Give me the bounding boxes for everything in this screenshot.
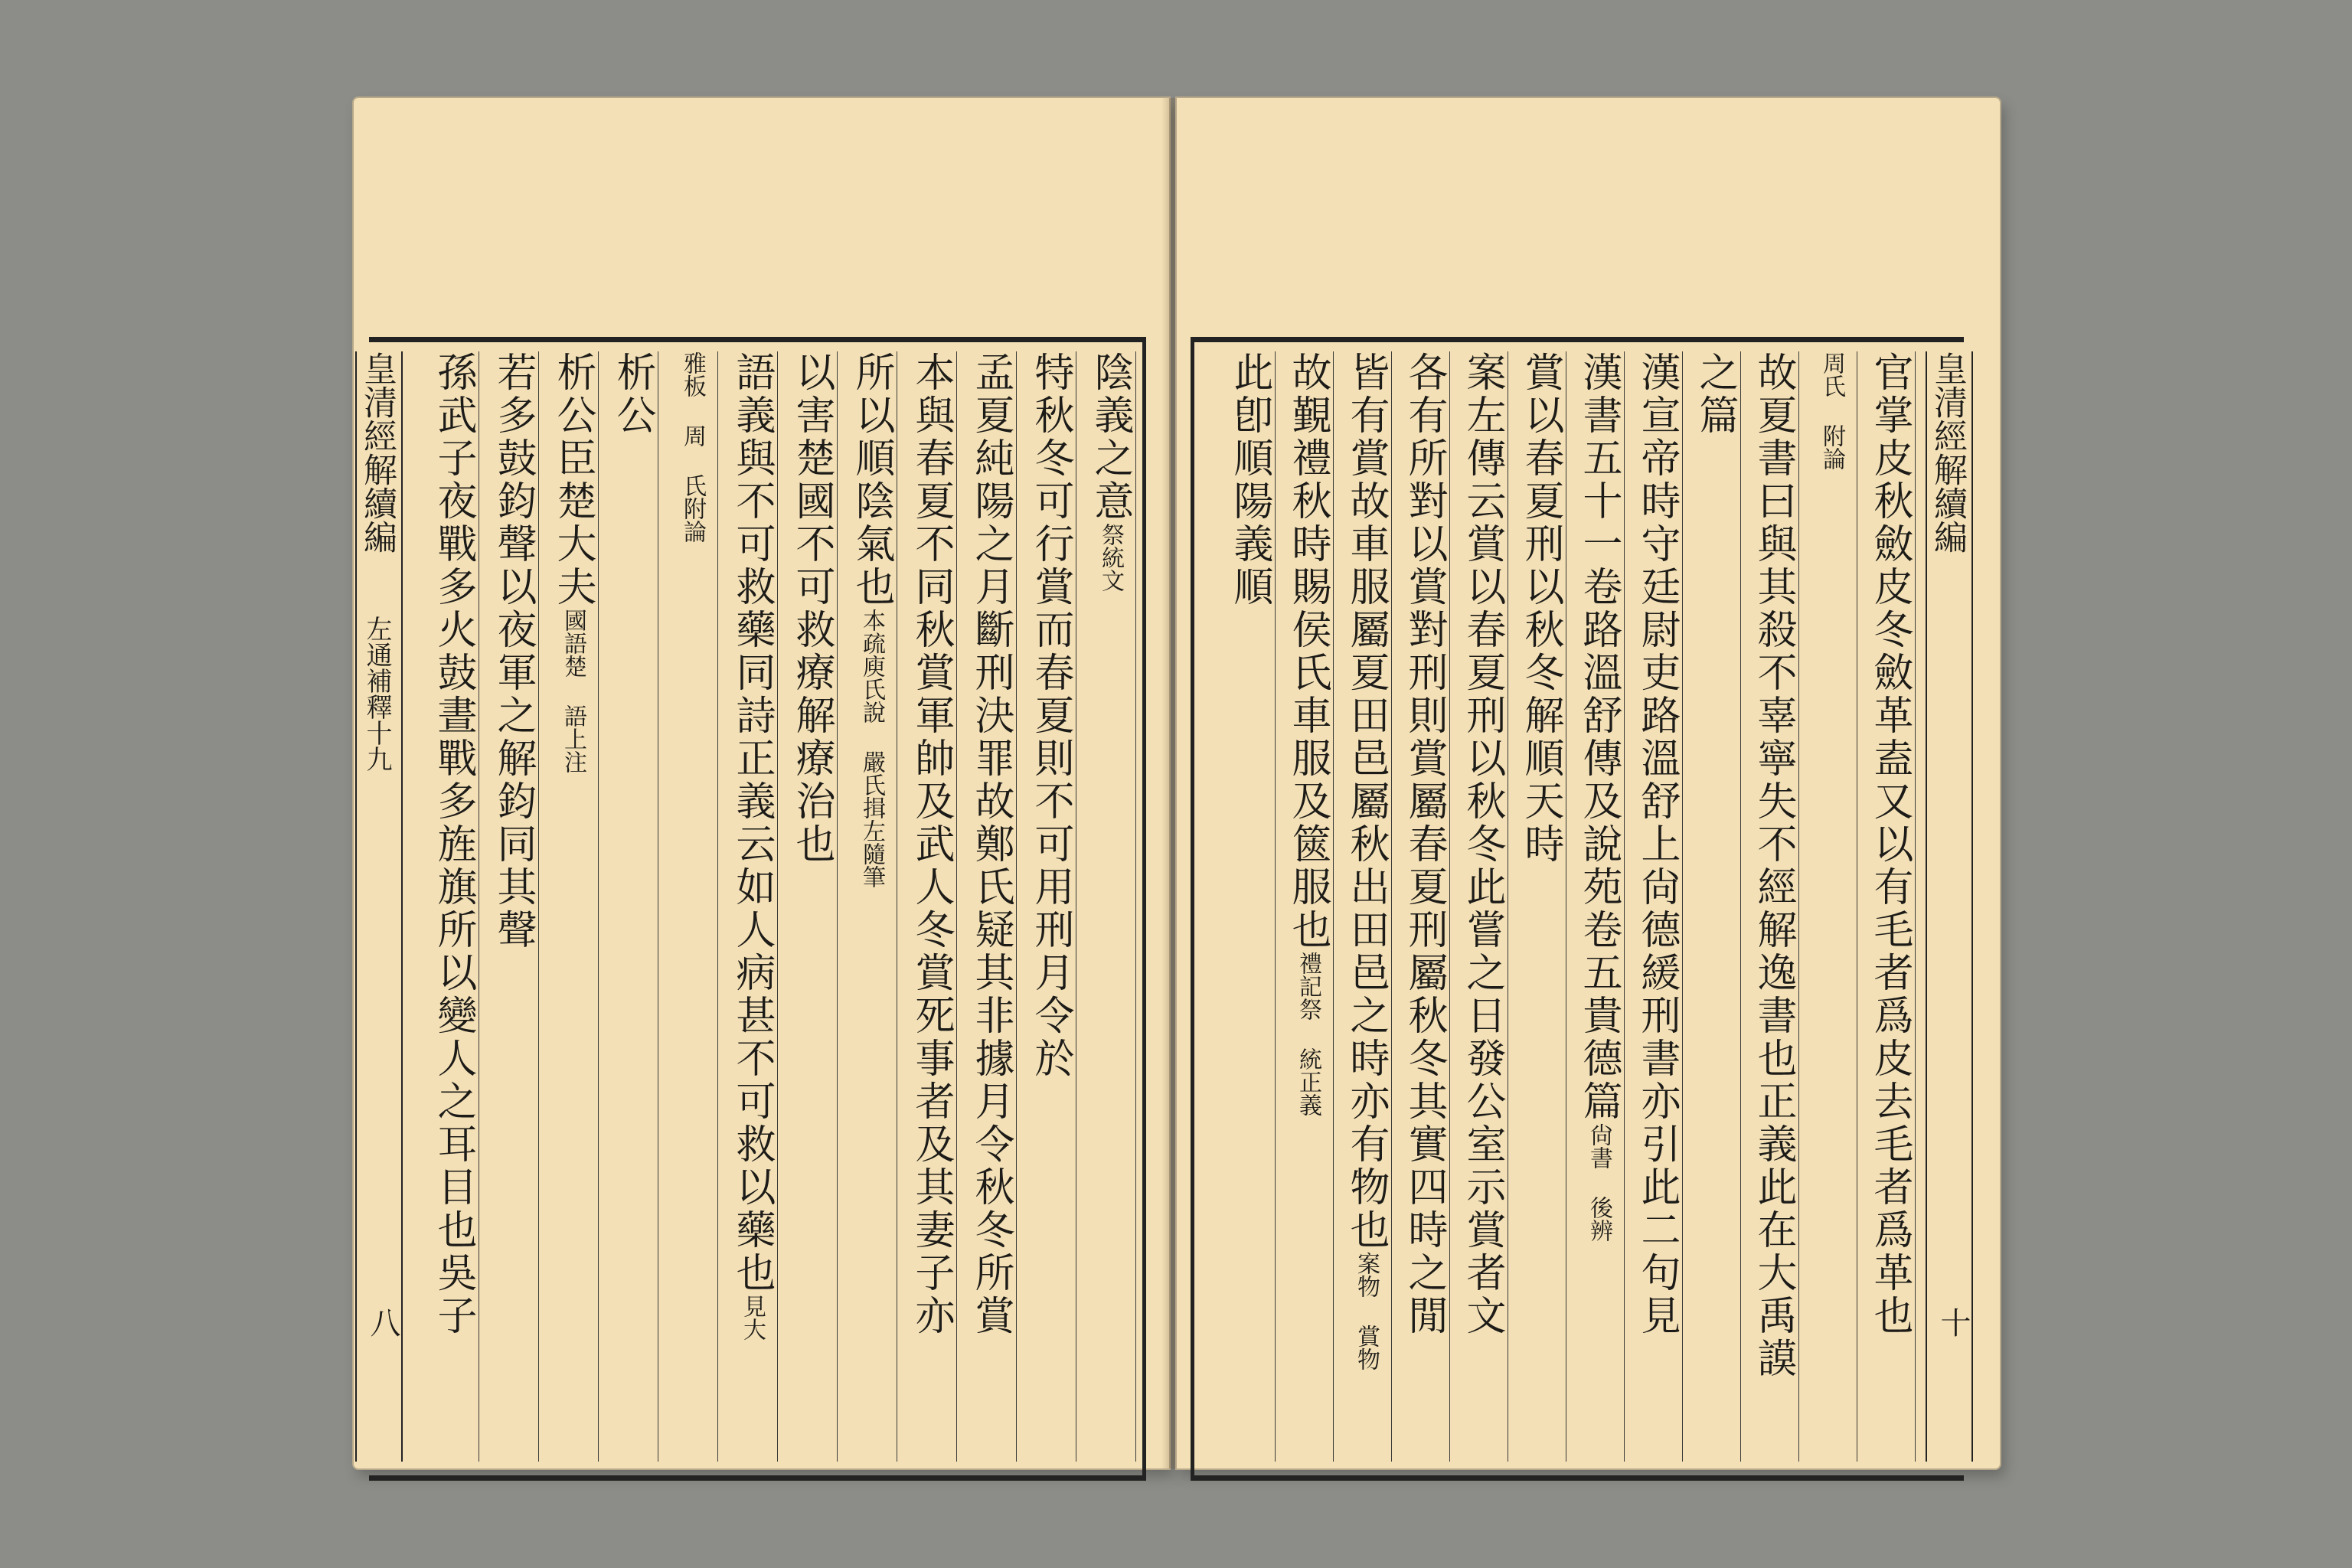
column-text: 皆有賞故車服屬夏田邑屬秋出田邑之時亦有物也 [1343, 351, 1389, 1252]
right-page-text-column [1806, 351, 1857, 1462]
right-page-text-column [1399, 351, 1450, 1462]
right-page-text-column [1515, 351, 1566, 1462]
column-text: 析公 [609, 351, 655, 437]
right-center-column [1926, 351, 1973, 1462]
right-page-text-column [1573, 351, 1625, 1462]
column-text: 孟夏純陽之月斷刑決罪故鄭氏疑其非據月令秋冬所賞 [968, 351, 1014, 1338]
column-text: 之篇 [1692, 351, 1738, 437]
left-center-title: 皇清經解續編 [358, 351, 397, 554]
column-text: 各有所對以賞對刑則賞屬春夏刑屬秋冬其實四時之閒 [1401, 351, 1447, 1338]
left-page-text-column [547, 351, 599, 1462]
column-annotation: 案物 賞物 [1353, 1252, 1380, 1370]
left-page-text-column [906, 351, 957, 1462]
open-book [354, 98, 2000, 1468]
column-annotation: 本疏庾氏說 嚴氏揖左隨筆 [858, 609, 885, 888]
column-text: 此卽順陽義順 [1227, 351, 1272, 609]
left-page-text-column [1025, 351, 1076, 1462]
right-page-text-column [1457, 351, 1508, 1462]
column-annotation: 祭統文 [1097, 523, 1124, 592]
left-page-text-column [846, 351, 897, 1462]
right-center-title: 皇清經解續編 [1928, 351, 1967, 554]
column-annotation: 周氏 附論 [1818, 351, 1845, 470]
left-page-text-column [727, 351, 778, 1462]
column-annotation: 禮記祭 統正義 [1295, 952, 1321, 1116]
left-page-text-column [965, 351, 1017, 1462]
left-folio: 八 [365, 1307, 400, 1338]
column-annotation: 雅板 周 氏附論 [679, 351, 706, 543]
left-page-text-column [428, 351, 479, 1462]
left-page-text-column [607, 351, 658, 1462]
column-annotation: 國語楚 語上注 [560, 609, 586, 773]
column-text: 官掌皮秋斂皮冬斂革盍又以有毛者爲皮去毛者爲革也 [1867, 351, 1913, 1338]
left-page-text-column [488, 351, 539, 1462]
left-page [354, 98, 1169, 1468]
left-page-text-column [667, 351, 718, 1462]
column-text: 案左傳云賞以春夏刑以秋冬此嘗之日發公室示賞者文 [1459, 351, 1505, 1338]
left-page-text-column [786, 351, 838, 1462]
left-center-subtitle: 左通補釋十九 [361, 616, 392, 772]
column-annotation: 見大 [739, 1295, 766, 1341]
column-text: 以害楚國不可救療解療治也 [789, 351, 835, 866]
right-page-text-column [1690, 351, 1741, 1462]
column-annotation: 尙書 後辨 [1586, 1123, 1612, 1242]
column-text: 孫武子夜戰多火鼓晝戰多旌旗所以變人之耳目也吳子 [430, 351, 476, 1338]
column-text: 若多鼓鈞聲以夜軍之解鈞同其聲 [490, 351, 536, 952]
column-text: 賞以春夏刑以秋冬解順天時 [1517, 351, 1563, 866]
column-text: 所以順陰氣也 [848, 351, 894, 609]
column-text: 漢宣帝時守廷尉吏路溫舒上尙德緩刑書亦引此二句見 [1634, 351, 1680, 1338]
column-text: 故夏書曰與其殺不辜寧失不經解逸書也正義此在大禹謨 [1750, 351, 1796, 1380]
right-page-text-column [1224, 351, 1276, 1462]
column-text: 語義與不可救藥同詩正義云如人病甚不可救以藥也 [729, 351, 775, 1295]
left-page-text-column [1085, 351, 1136, 1462]
column-text: 本與春夏不同秋賞軍帥及武人冬賞死事者及其妻子亦 [908, 351, 954, 1338]
right-page-text-column [1864, 351, 1916, 1462]
right-text-frame [1191, 337, 1971, 1481]
column-text: 漢書五十一卷路溫舒傳及說苑卷五貴德篇 [1576, 351, 1622, 1123]
column-text: 陰義之意 [1087, 351, 1133, 523]
column-text: 析公臣楚大夫 [550, 351, 596, 609]
column-text: 故覲禮秋時賜侯氏車服及篋服也 [1285, 351, 1331, 952]
right-folio: 十 [1936, 1307, 1971, 1338]
left-center-column [355, 351, 403, 1462]
right-page-text-column [1341, 351, 1392, 1462]
right-page [1177, 98, 2000, 1468]
left-text-frame [358, 337, 1146, 1481]
right-page-text-column [1632, 351, 1683, 1462]
column-text: 特秋冬可行賞而春夏則不可用刑月令於 [1027, 351, 1073, 1080]
right-page-text-column [1748, 351, 1799, 1462]
right-page-text-column [1282, 351, 1334, 1462]
